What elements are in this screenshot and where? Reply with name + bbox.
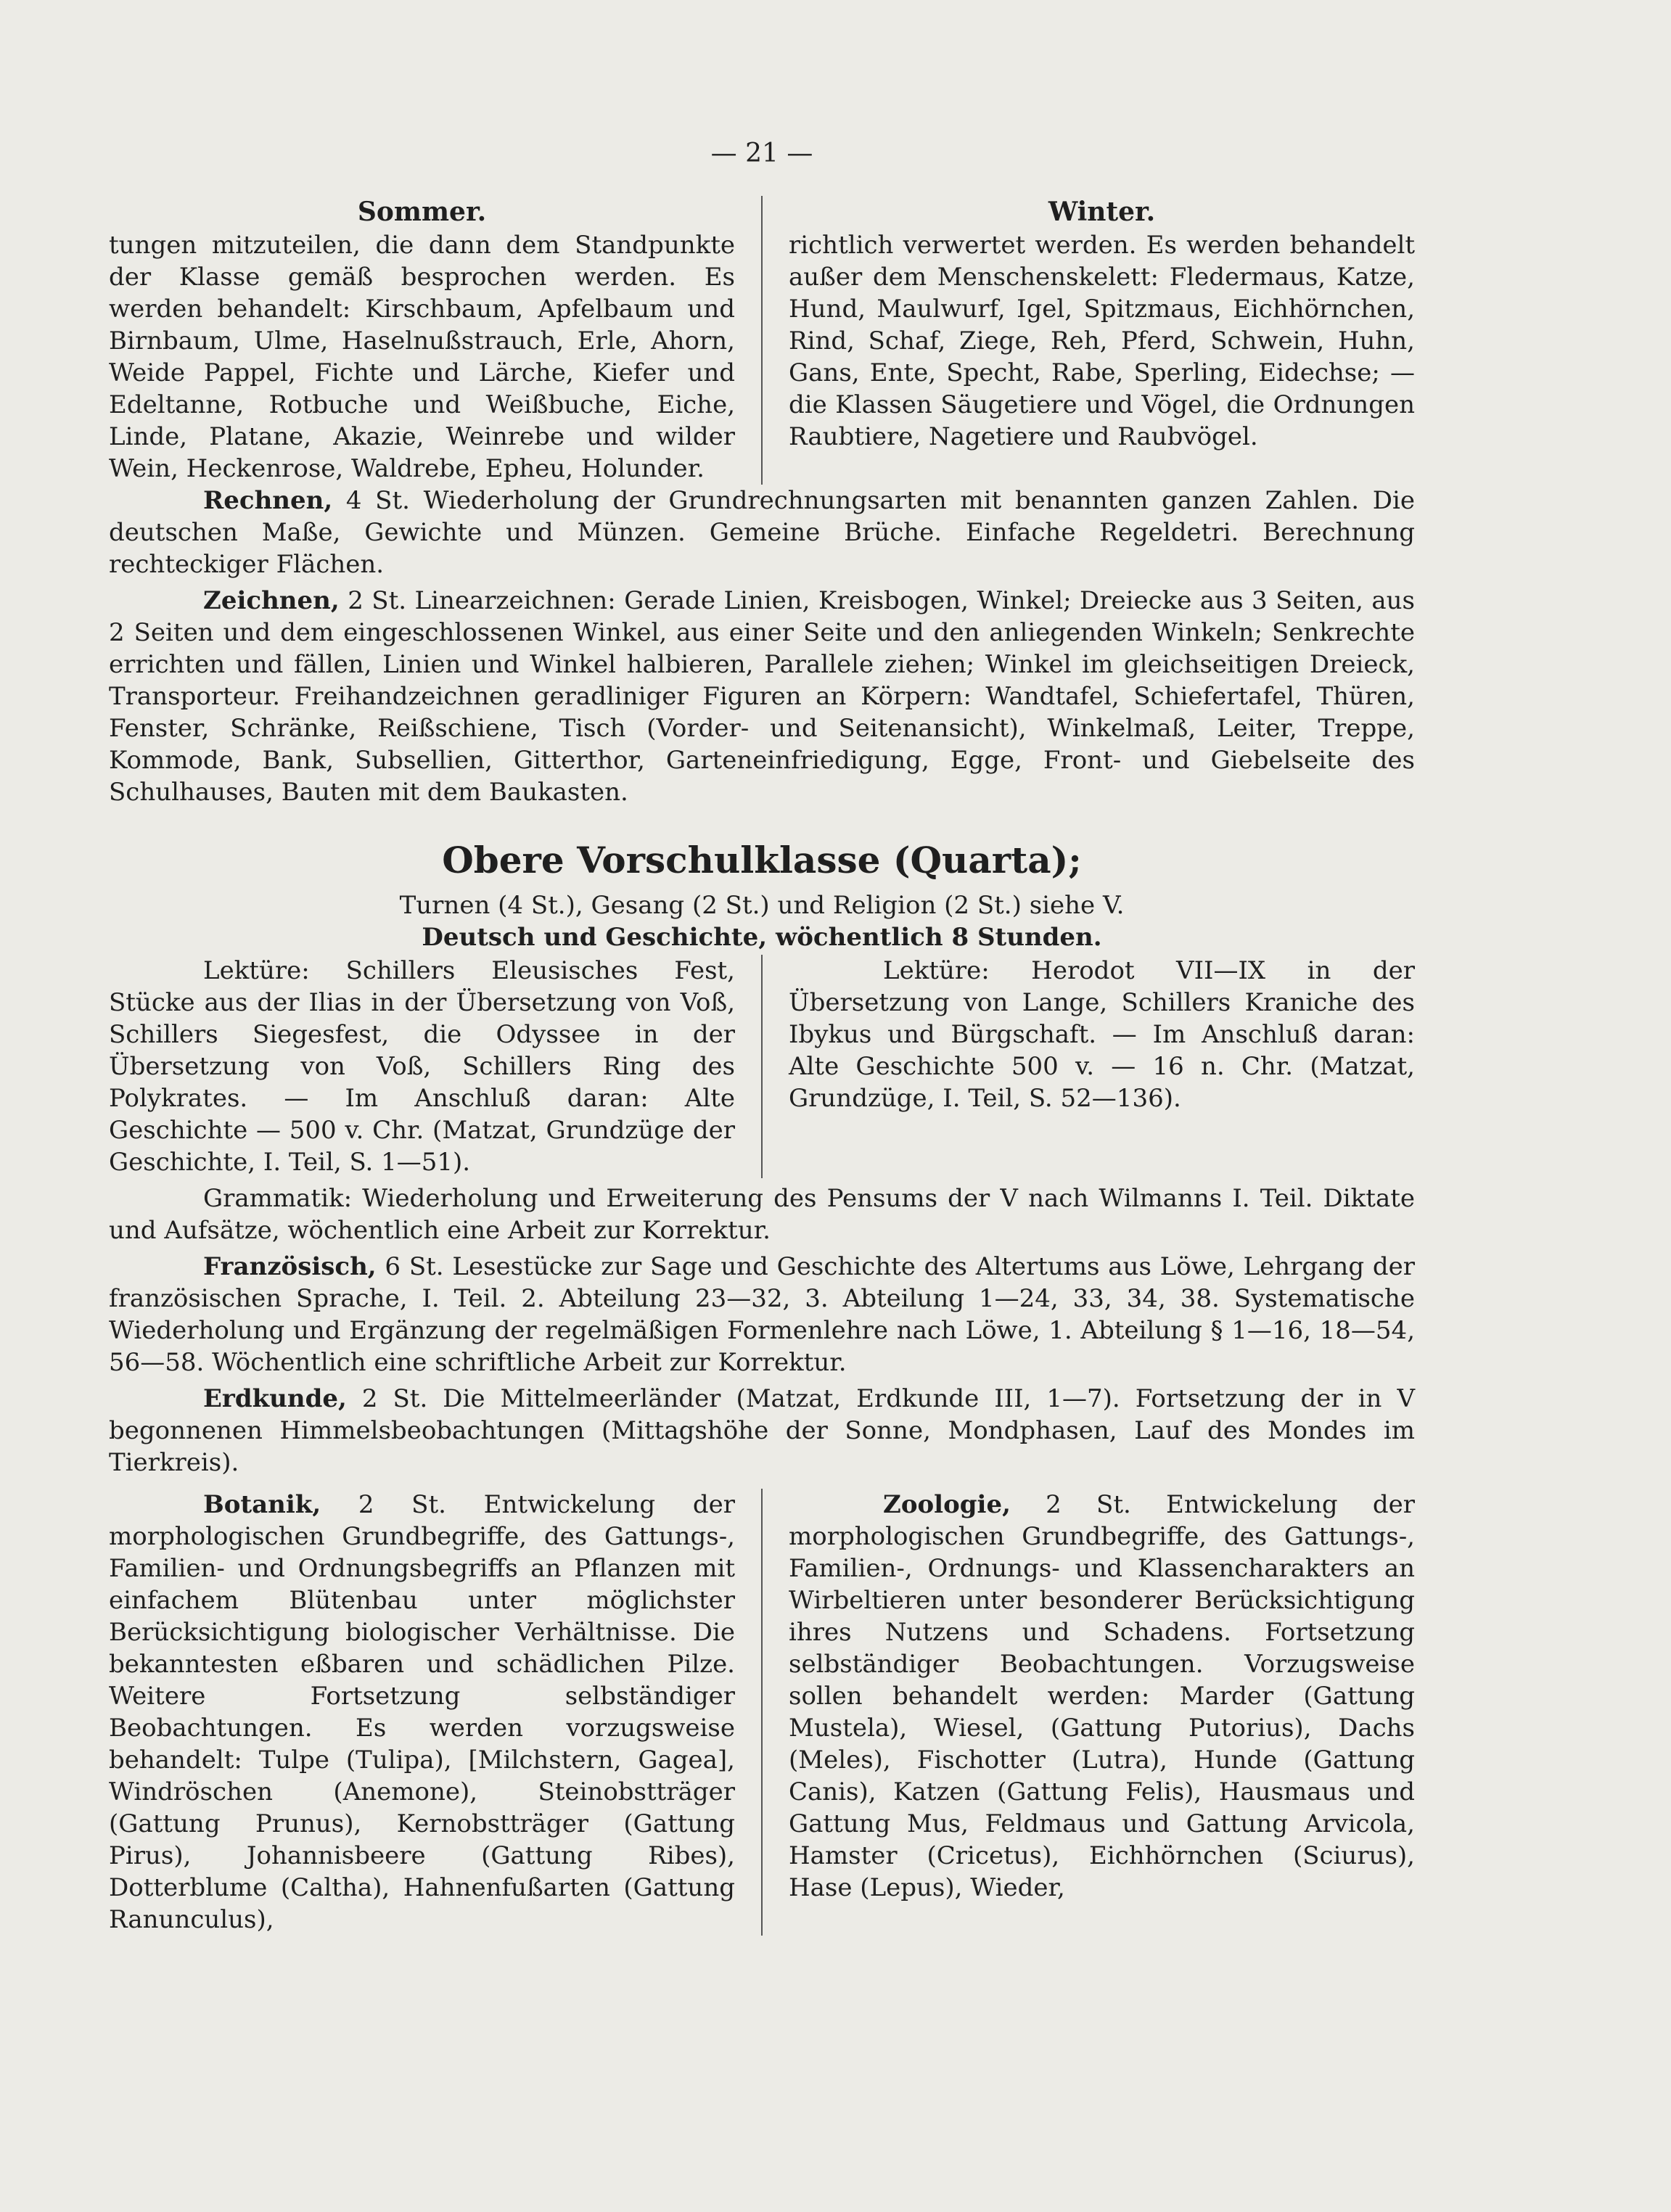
erdkunde-text: 2 St. Die Mittelmeerländer (Matzat, Erdkunde III, 1—7). Fortsetzung der in V begonnenen Himmelsbeobachtungen (Mittagshöhe der Sonne, Mondphasen, Lauf des Mondes im Tierkreis).: [109, 1384, 1415, 1477]
erdkunde-label: Erdkunde,: [203, 1384, 347, 1413]
botanik-text: 2 St. Entwickelung der morphologischen Grundbegriffe, des Gattungs-, Familien- und Ordnungsbegriffs an Pflanzen mit einfachem Blütenbau unter möglichster Berücksichtigung biologischer Verhältnisse. Die bekanntesten eßbaren und schädlichen Pilze. Weitere Fortsetzung selbständiger Beobachtungen. Es werden vorzugsweise behandelt: Tulpe (Tulipa), [Milchstern, Gagea], Windröschen (Anemone), Steinobstträger (Gattung Prunus), Kernobstträger (Gattung Pirus), Johannisbeere (Gattung Ribes), Dotterblume (Caltha), Hahnenfußarten (Gattung Ranunculus),: [109, 1490, 735, 1934]
botanik-paragraph: [109, 1489, 735, 1936]
winter-heading: Winter.: [1048, 197, 1156, 227]
zoologie-label: Zoologie,: [883, 1490, 1011, 1519]
document-page: [109, 138, 1415, 1936]
grammatik-paragraph: Grammatik: Wiederholung und Erweiterung des Pensums der V nach Wilmanns I. Teil. Diktate und Aufsätze, wöchentlich eine Arbeit zur Korrektur.: [109, 1184, 1415, 1245]
section-title: Obere Vorschulklasse (Quarta);: [442, 839, 1082, 881]
winter-text: richtlich verwertet werden. Es werden behandelt außer dem Menschenskelett: Fledermaus, Katze, Hund, Maulwurf, Igel, Spitzmaus, Eichhörnchen, Rind, Schaf, Ziege, Reh, Pferd, Schwein, Huhn, Gans, Ente, Specht, Rabe, Sperling, Eidechse; — die Klassen Säugetiere und Vögel, die Ordnungen Raubtiere, Nagetiere und Raubvögel.: [789, 231, 1415, 451]
rechnen-label: Rechnen,: [203, 486, 333, 515]
summer-winter-columns: [109, 196, 1415, 485]
lektuere-columns: [109, 955, 1415, 1178]
zeichnen-text: 2 St. Linearzeichnen: Gerade Linien, Kreisbogen, Winkel; Dreiecke aus 3 Seiten, aus 2 Seiten und dem eingeschlossenen Winkel, aus einer Seite und den anliegenden Winkeln; Senkrechte errichten und fällen, Linien und Winkel halbieren, Parallele ziehen; Winkel im gleichseitigen Dreieck, Transporteur. Freihandzeichnen geradliniger Figuren an Körpern: Wandtafel, Schiefertafel, Thüren, Fenster, Schränke, Reißschiene, Tisch (Vorder- und Seitenansicht), Winkelmaß, Leiter, Treppe, Kommode, Bank, Subsellien, Gitterthor, Garteneinfriedigung, Egge, Front- und Giebelseite des Schulhauses, Bauten mit dem Baukasten.: [109, 586, 1415, 807]
lektuere-right-text: Lektüre: Herodot VII—IX in der Übersetzung von Lange, Schillers Kraniche des Ibykus und Bürgschaft. — Im Anschluß daran: Alte Geschichte 500 v. — 16 n. Chr. (Matzat, Grundzüge, I. Teil, S. 52—136).: [789, 956, 1415, 1113]
summer-heading: Sommer.: [357, 197, 487, 227]
rechnen-paragraph: [109, 485, 1415, 580]
zoologie-text: 2 St. Entwickelung der morphologischen Grundbegriffe, des Gattungs-, Familien-, Ordnungs- und Klassencharakters an Wirbeltieren unter besonderer Berücksichtigung ihres Nutzens und Schadens. Fortsetzung selbständiger Beobachtungen. Vorzugsweise sollen behandelt werden: Marder (Gattung Mustela), Wiesel, (Gattung Putorius), Dachs (Meles), Fischotter (Lutra), Hunde (Gattung Canis), Katzen (Gattung Felis), Hausmaus und Gattung Mus, Feldmaus und Gattung Arvicola, Hamster (Cricetus), Eichhörnchen (Sciurus), Hase (Lepus), Wieder,: [789, 1490, 1415, 1902]
zoologie-column: [763, 1489, 1415, 1936]
lektuere-left-column: [109, 955, 763, 1178]
summer-text: tungen mitzuteilen, die dann dem Standpunkte der Klasse gemäß besprochen werden. Es werden behandelt: Kirschbaum, Apfelbaum und Birnbaum, Ulme, Haselnußstrauch, Erle, Ahorn, Weide Pappel, Fichte und Lärche, Kiefer und Edeltanne, Rotbuche und Weißbuche, Eiche, Linde, Platane, Akazie, Weinrebe und wilder Wein, Heckenrose, Waldrebe, Epheu, Holunder.: [109, 231, 735, 483]
rechnen-text: 4 St. Wiederholung der Grundrechnungsarten mit benannten ganzen Zahlen. Die deutschen Maße, Gewichte und Münzen. Gemeine Brüche. Einfache Regeldetri. Berechnung rechteckiger Flächen.: [109, 486, 1415, 579]
franzoesisch-paragraph: [109, 1251, 1415, 1378]
franzoesisch-text: 6 St. Lesestücke zur Sage und Geschichte des Altertums aus Löwe, Lehrgang der französischen Sprache, I. Teil. 2. Abteilung 23—32, 3. Abteilung 1—24, 33, 34, 38. Systematische Wiederholung und Ergänzung der regelmäßigen Formenlehre nach Löwe, 1. Abteilung § 1—16, 18—54, 56—58. Wöchentlich eine schriftliche Arbeit zur Korrektur.: [109, 1252, 1415, 1377]
winter-column: [763, 196, 1415, 485]
botanik-zoologie-columns: [109, 1489, 1415, 1936]
subjects-line: Turnen (4 St.), Gesang (2 St.) und Religion (2 St.) siehe V.: [399, 891, 1125, 920]
zeichnen-paragraph: [109, 585, 1415, 808]
erdkunde-paragraph: [109, 1383, 1415, 1479]
zeichnen-label: Zeichnen,: [203, 586, 340, 615]
summer-column: [109, 196, 763, 485]
lektuere-right-column: [763, 955, 1415, 1178]
zoologie-paragraph: [789, 1489, 1415, 1904]
deutsch-heading: Deutsch und Geschichte, wöchentlich 8 Stunden.: [422, 923, 1102, 952]
botanik-column: [109, 1489, 763, 1936]
page-number: — 21 —: [710, 139, 813, 168]
franzoesisch-label: Französisch,: [203, 1252, 377, 1281]
lektuere-left-text: Lektüre: Schillers Eleusisches Fest, Stücke aus der Ilias in der Übersetzung von Voß, Schillers Siegesfest, die Odyssee in der Übersetzung von Voß, Schillers Ring des Polykrates. — Im Anschluß daran: Alte Geschichte — 500 v. Chr. (Matzat, Grundzüge der Geschichte, I. Teil, S. 1—51).: [109, 956, 735, 1177]
botanik-label: Botanik,: [203, 1490, 321, 1519]
